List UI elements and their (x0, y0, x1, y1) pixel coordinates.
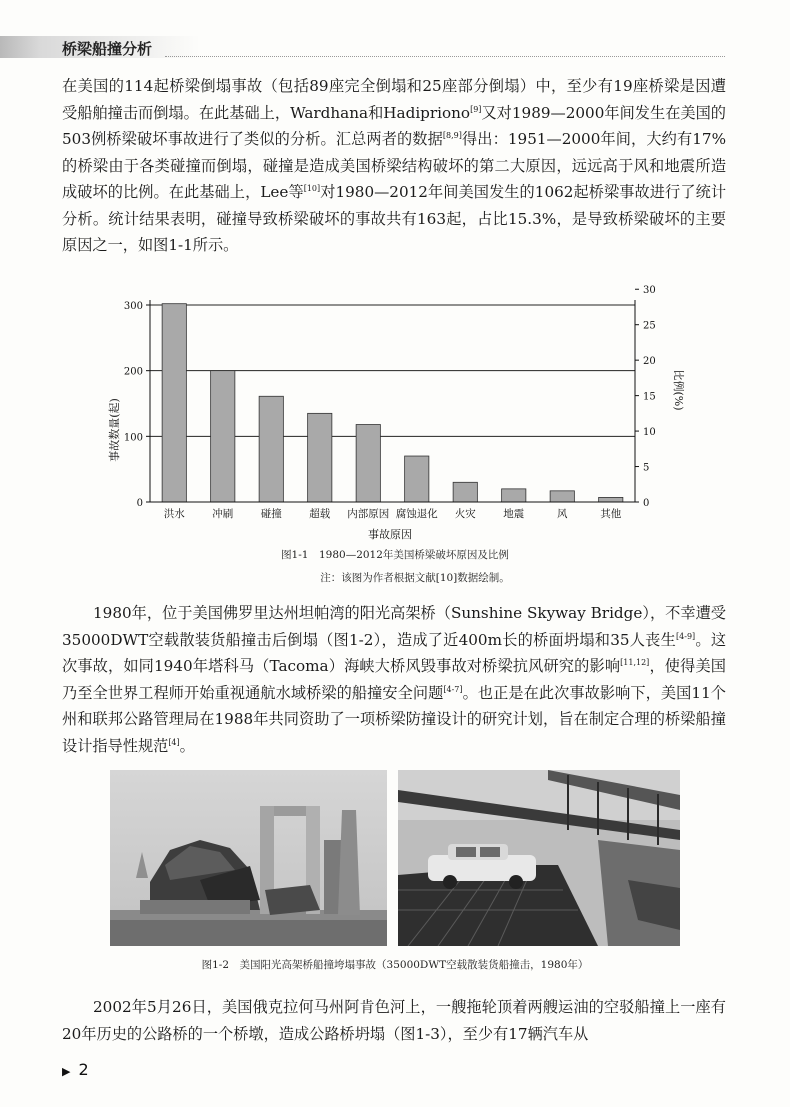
photo-collapsed-pier (110, 770, 387, 946)
y-tick-label: 100 (123, 432, 143, 444)
page-number-value: 2 (78, 1060, 89, 1079)
y-tick-label: 0 (136, 498, 143, 509)
citation: [10] (303, 184, 321, 193)
citation: [4-9] (676, 631, 696, 641)
running-header-title: 桥梁船撞分析 (62, 40, 153, 58)
bar-冲刷 (211, 371, 235, 502)
paragraph-2 (62, 600, 726, 759)
y2-tick-label: 10 (643, 427, 656, 439)
y-tick-label: 300 (123, 301, 143, 312)
bar-碰撞 (259, 396, 283, 502)
p1-text-b: 又对1989—2000年间发生在美国的503例桥梁破坏事故进行了类似的分析。汇总两者的数据 (62, 103, 726, 148)
p2-text-b: 。这次事故，如同1940年塔科马（Tacoma）海峡大桥风毁事故对桥梁抗风研究的影响 (62, 630, 727, 675)
figure-1-caption: 图1-1 1980—2012年美国桥梁破坏原因及比例 (281, 549, 509, 561)
y-tick-label: 200 (123, 366, 143, 378)
chart-bars (162, 304, 623, 502)
paragraph-3 (62, 994, 726, 1047)
p1-text-a: 在美国的114起桥梁倒塌事故（包括89座完全倒塌和25座部分倒塌）中，至少有19座桥梁是因遭受船舶撞击而倒塌。在此基础上，Wardhana和Hadipriono (62, 77, 726, 122)
citation: [11,12] (620, 658, 650, 667)
bar-火灾 (453, 482, 477, 502)
x-tick-label: 风 (557, 508, 568, 520)
y2-axis-title: 比例(%) (672, 369, 685, 411)
y-axis-title: 事故数量(起) (108, 398, 121, 462)
bar-其他 (599, 497, 623, 502)
figure-1-note: 注：该图为作者根据文献[10]数据绘制。 (320, 572, 510, 584)
x-tick-label: 冲刷 (212, 508, 234, 520)
y2-tick-label: 15 (643, 391, 656, 403)
photo-bridge-deck-car (398, 770, 680, 946)
p2-text-c: ，使得美国乃至全世界工程师开始重视通航水域桥梁的船撞安全问题 (62, 657, 726, 702)
bar-地震 (502, 489, 526, 502)
x-tick-label: 火灾 (454, 508, 476, 520)
p1-text-d: 对1980—2012年间美国发生的1062起桥梁事故进行了统计分析。统计结果表明，碰撞导致桥梁破坏的事故共有163起，占比15.3%，是导致桥梁破坏的主要原因之一，如图1-1所示。 (62, 183, 727, 254)
citation: [9] (470, 104, 482, 114)
p3-text-a: 2002年5月26日，美国俄克拉何马州阿肯色河上，一艘拖轮顶着两艘运油的空驳船撞上一座有20年历史的公路桥的一个桥墩，造成公路桥坍塌（图1-3），至少有17辆汽车从 (62, 998, 726, 1043)
x-axis-title: 事故原因 (368, 528, 412, 541)
x-tick-label: 内部原因 (347, 508, 390, 520)
bar-chart (100, 280, 700, 545)
p2-text-e: 。 (179, 736, 195, 755)
y2-tick-label: 0 (643, 498, 650, 509)
p2-text-a: 1980年，位于美国佛罗里达州坦帕湾的阳光高架桥（Sunshine Skyway Bridge），不幸遭受35000DWT空载散装货船撞击后倒塌（图1-2），造成了近400m长的桥面坍塌和35人丧生 (62, 604, 726, 649)
y2-tick-label: 5 (643, 462, 650, 474)
citation: [4-7] (443, 684, 463, 694)
x-tick-label: 腐蚀退化 (395, 508, 438, 520)
y2-tick-label: 30 (643, 285, 656, 297)
chart-labels (124, 285, 656, 520)
y2-tick-label: 20 (643, 356, 656, 368)
p2-text-d: 。也正是在此次事故影响下，美国11个州和联邦公路管理局在1988年共同资助了一项桥梁防撞设计的研究计划，旨在制定合理的桥梁船撞设计指导性规范 (62, 683, 726, 755)
bar-内部原因 (356, 425, 380, 502)
x-tick-label: 其他 (600, 508, 622, 520)
bar-超载 (308, 413, 332, 502)
citation: [8,9] (442, 131, 462, 140)
citation: [4] (168, 737, 180, 747)
page-arrow-icon: ▶ (62, 1065, 71, 1078)
x-tick-label: 洪水 (163, 508, 185, 520)
figure-2-caption: 图1-2 美国阳光高架桥船撞垮塌事故（35000DWT空载散装货船撞击，1980年） (201, 959, 589, 971)
p1-text-c: 得出：1951—2000年间，大约有17%的桥梁由于各类碰撞而倒塌，碰撞是造成美国桥梁结构破坏的第二大原因，远远高于风和地震所造成破坏的比例。在此基础上，Lee等 (62, 130, 726, 201)
bar-风 (550, 491, 574, 502)
x-tick-label: 碰撞 (260, 508, 282, 520)
page-number (62, 1060, 89, 1079)
bar-洪水 (162, 304, 186, 502)
x-tick-label: 地震 (503, 508, 525, 520)
x-tick-label: 超载 (309, 508, 331, 520)
bar-腐蚀退化 (405, 456, 429, 502)
paragraph-1 (62, 73, 726, 259)
header-rule (165, 56, 725, 57)
y2-tick-label: 25 (643, 320, 656, 332)
